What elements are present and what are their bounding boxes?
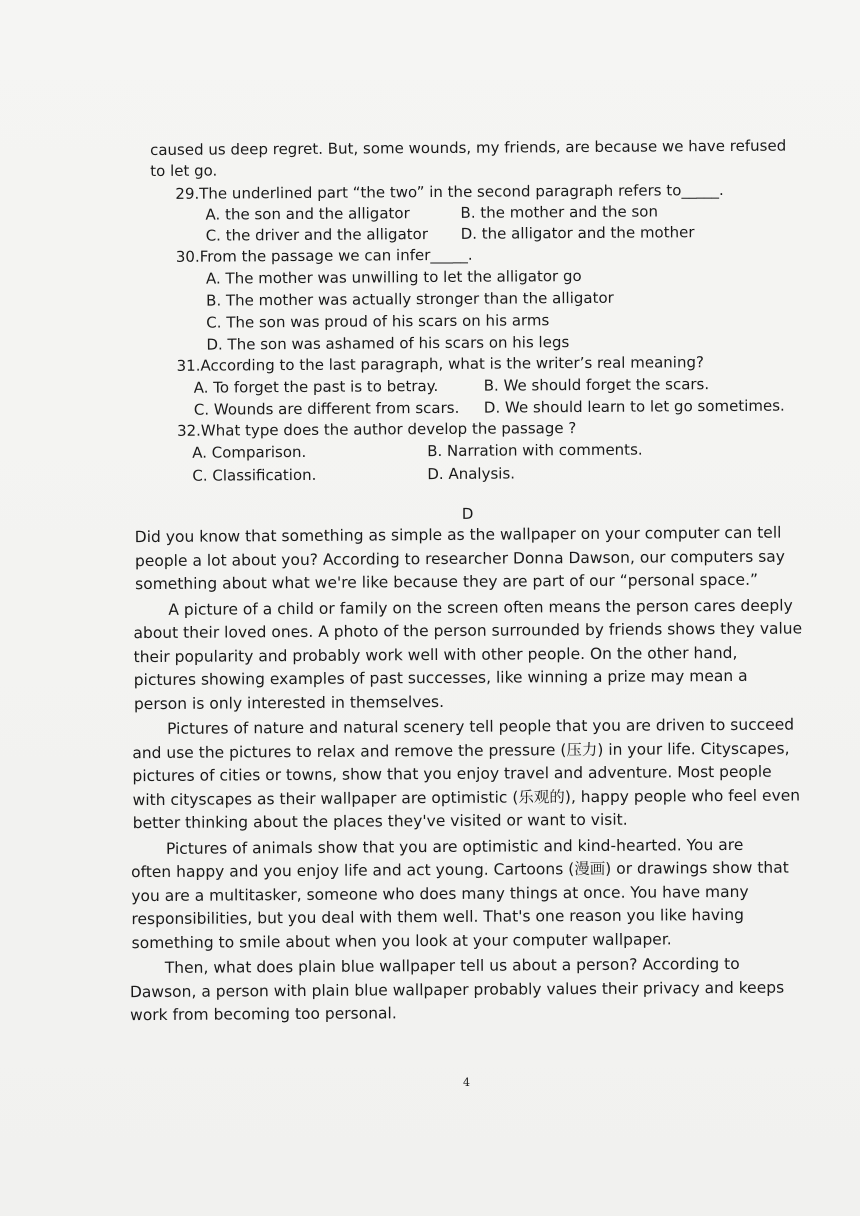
question-29-option-a: A. the son and the alligator (205, 204, 410, 224)
question-29-stem: 29.The underlined part “the two” in the second paragraph refers to_____. (175, 180, 724, 203)
page-content (129, 135, 816, 1027)
paragraph-line: responsibilities, but you deal with them well. That's one reason you like having (131, 905, 745, 929)
paragraph-line: work from becoming too personal. (130, 1004, 397, 1025)
question-30-option-b: B. The mother was actually stronger than the alligator (206, 288, 614, 310)
question-31-option-a: A. To forget the past is to betray. (193, 376, 439, 397)
paragraph-line: you are a multitasker, someone who does many things at once. You have many (131, 882, 749, 905)
page-number: 4 (463, 1076, 470, 1089)
question-30-option-c: C. The son was proud of his scars on his arms (206, 311, 550, 332)
question-32-stem: 32.What type does the author develop the passage ? (176, 419, 577, 440)
continued-text-line-1: caused us deep regret. But, some wounds, my friends, are because we have refused (150, 136, 787, 159)
question-30-stem: 30.From the passage we can infer_____. (175, 245, 473, 266)
question-31-option-d: D. We should learn to let go sometimes. (483, 396, 785, 417)
continued-text-line-2: to let go. (150, 161, 218, 180)
passage-paragraph-3 (132, 713, 815, 835)
paragraph-line: Pictures of nature and natural scenery tell people that you are driven to succeed (167, 715, 795, 738)
passage-paragraph-4 (131, 833, 816, 955)
paragraph-line: Then, what does plain blue wallpaper tell us about a person? According to (164, 954, 740, 977)
paragraph-line: better thinking about the places they've visited or want to visit. (132, 810, 628, 833)
paragraph-line: people a lot about you? According to researcher Donna Dawson, our computers say (134, 547, 785, 570)
paragraph-line: and use the pictures to relax and remove the pressure (压力) in your life. Cityscapes, (132, 739, 790, 762)
paragraph-line: with cityscapes as their wallpaper are optimistic (乐观的), happy people who feel even (132, 785, 801, 809)
question-30-option-a: A. The mother was unwilling to let the alligator go (205, 266, 582, 288)
section-d-label: D (461, 504, 474, 523)
question-32-option-c: C. Classification. (192, 465, 317, 485)
paragraph-line: their popularity and probably work well with other people. On the other hand, (133, 643, 738, 666)
question-29-option-d: D. the alligator and the mother (460, 223, 695, 243)
question-31-option-b: B. We should forget the scars. (483, 375, 710, 395)
passage-paragraph-2 (133, 594, 814, 716)
paragraph-line: Dawson, a person with plain blue wallpaper probably values their privacy and keeps (129, 978, 785, 1001)
paragraph-line: about their loved ones. A photo of the person surrounded by friends shows they value (133, 619, 803, 643)
paragraph-line: something to smile about when you look at your computer wallpaper. (131, 929, 672, 952)
paragraph-line: often happy and you enjoy life and act young. Cartoons (漫画) or drawings show that (131, 858, 789, 882)
question-32-option-b: B. Narration with comments. (427, 440, 643, 461)
passage-paragraph-1 (135, 521, 813, 596)
question-32-options-row-2 (152, 460, 812, 488)
question-30-option-d: D. The son was ashamed of his scars on his legs (206, 333, 570, 354)
paragraph-line: Did you know that something as simple as the wallpaper on your computer can tell (134, 523, 782, 547)
paragraph-line: pictures showing examples of past successes, like winning a prize may mean a (133, 666, 748, 690)
question-31-options-row-2 (152, 394, 812, 421)
question-29-option-c: C. the driver and the alligator (205, 225, 429, 245)
paragraph-line: pictures of cities or towns, show that you enjoy travel and adventure. Most people (132, 762, 772, 786)
question-32-option-a: A. Comparison. (192, 442, 307, 462)
question-31-option-c: C. Wounds are different from scars. (193, 398, 460, 419)
paragraph-line: Pictures of animals show that you are optimistic and kind-hearted. You are (165, 835, 744, 858)
paragraph-line: A picture of a child or family on the screen often means the person cares deeply (168, 596, 793, 619)
question-32-option-d: D. Analysis. (427, 464, 516, 484)
paragraph-line: person is only interested in themselves. (133, 692, 445, 713)
question-31-stem: 31.According to the last paragraph, what is the writer’s real meaning? (176, 353, 704, 375)
paragraph-line: something about what we're like because they are part of our “personal space.” (135, 570, 759, 594)
passage-paragraph-5 (130, 952, 816, 1027)
question-29-option-b: B. the mother and the son (460, 202, 659, 222)
